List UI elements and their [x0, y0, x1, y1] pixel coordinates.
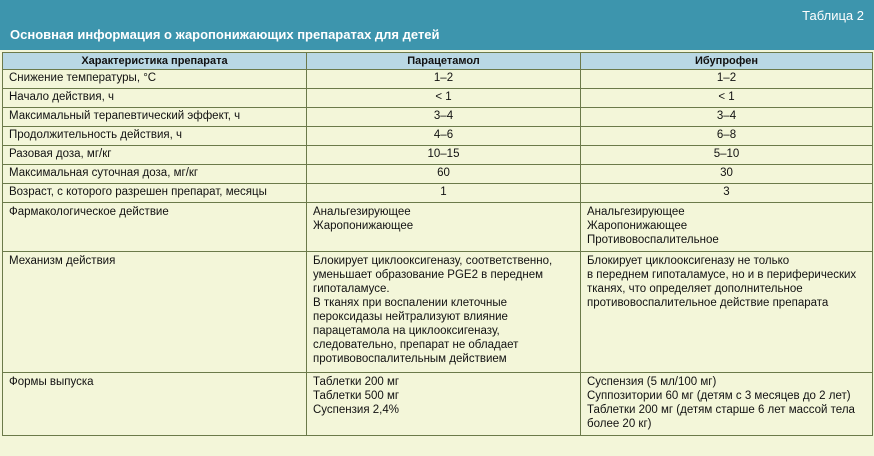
paracetamol-mechanism-cell: [307, 252, 581, 373]
paracetamol-value: 1–2: [307, 70, 581, 89]
table-row: [3, 165, 873, 184]
row-label: Начало действия, ч: [3, 89, 307, 108]
column-header-ibuprofen: Ибупрофен: [581, 53, 873, 70]
table-row: [3, 70, 873, 89]
forms-line: более 20 кг): [587, 418, 652, 430]
row-label: Максимальная суточная доза, мг/кг: [3, 165, 307, 184]
mechanism-line: Блокирует циклооксигеназу, соответственно,: [313, 255, 553, 267]
table-number: Таблица 2: [802, 8, 864, 23]
forms-line: Суспензия 2,4%: [313, 404, 399, 416]
mechanism-line: противовоспалительное действие препарата: [587, 297, 829, 309]
ibuprofen-pharm-cell: [581, 203, 873, 252]
pharm-line: Жаропонижающее: [587, 220, 688, 232]
paracetamol-value: 3–4: [307, 108, 581, 127]
paracetamol-pharm-cell: [307, 203, 581, 252]
mechanism-line: парацетамола на циклооксигеназу,: [313, 325, 500, 337]
ibuprofen-value: 3: [581, 184, 873, 203]
row-label: Возраст, с которого разрешен препарат, месяцы: [3, 184, 307, 203]
ibuprofen-value: < 1: [581, 89, 873, 108]
table-row: [3, 184, 873, 203]
mechanism-line: В тканях при воспалении клеточные: [313, 297, 507, 309]
table-title: Основная информация о жаропонижающих препаратах для детей: [10, 27, 440, 42]
table-row: [3, 146, 873, 165]
forms-line: Суппозитории 60 мг (детям с 3 месяцев до 2 лет): [587, 390, 851, 402]
forms-line: Таблетки 200 мг (детям старше 6 лет массой тела: [587, 404, 855, 416]
table-row-pharmacological-action: [3, 203, 873, 252]
table-row: [3, 108, 873, 127]
table-header-bar: [0, 0, 874, 50]
paracetamol-value: 10–15: [307, 146, 581, 165]
row-label: Продолжительность действия, ч: [3, 127, 307, 146]
mechanism-line: Блокирует циклооксигеназу не только: [587, 255, 790, 267]
ibuprofen-value: 1–2: [581, 70, 873, 89]
forms-line: Таблетки 500 мг: [313, 390, 400, 402]
table-row-mechanism: [3, 252, 873, 373]
mechanism-line: пероксидазы нейтрализуют влияние: [313, 311, 508, 323]
pharm-line: Анальгезирующее: [587, 206, 685, 218]
row-label: Снижение температуры, °С: [3, 70, 307, 89]
mechanism-line: противовоспалительным действием: [313, 353, 507, 365]
ibuprofen-value: 30: [581, 165, 873, 184]
row-label: Разовая доза, мг/кг: [3, 146, 307, 165]
paracetamol-value: 60: [307, 165, 581, 184]
mechanism-line: тканях, что определяет дополнительное: [587, 283, 803, 295]
drug-comparison-table: [2, 52, 873, 436]
forms-line: Таблетки 200 мг: [313, 376, 400, 388]
mechanism-line: уменьшает образование PGE2 в переднем: [313, 269, 543, 281]
forms-line: Суспензия (5 мл/100 мг): [587, 376, 717, 388]
table-row-forms: [3, 373, 873, 436]
pharm-line: Жаропонижающее: [313, 220, 414, 232]
ibuprofen-value: 5–10: [581, 146, 873, 165]
pharm-line: Противовоспалительное: [587, 234, 719, 246]
ibuprofen-value: 3–4: [581, 108, 873, 127]
row-label: Формы выпуска: [3, 373, 307, 436]
paracetamol-value: 1: [307, 184, 581, 203]
column-header-characteristic: Характеристика препарата: [3, 53, 307, 70]
row-label: Фармакологическое действие: [3, 203, 307, 252]
paracetamol-forms-cell: [307, 373, 581, 436]
table-row: [3, 89, 873, 108]
table-row: [3, 127, 873, 146]
ibuprofen-value: 6–8: [581, 127, 873, 146]
mechanism-line: в переднем гипоталамусе, но и в периферических: [587, 269, 857, 281]
ibuprofen-mechanism-cell: [581, 252, 873, 373]
mechanism-line: следовательно, препарат не обладает: [313, 339, 519, 351]
row-label: Максимальный терапевтический эффект, ч: [3, 108, 307, 127]
column-header-paracetamol: Парацетамол: [307, 53, 581, 70]
paracetamol-value: < 1: [307, 89, 581, 108]
pharm-line: Анальгезирующее: [313, 206, 411, 218]
paracetamol-value: 4–6: [307, 127, 581, 146]
row-label: Механизм действия: [3, 252, 307, 373]
mechanism-line: гипоталамусе.: [313, 283, 390, 295]
ibuprofen-forms-cell: [581, 373, 873, 436]
